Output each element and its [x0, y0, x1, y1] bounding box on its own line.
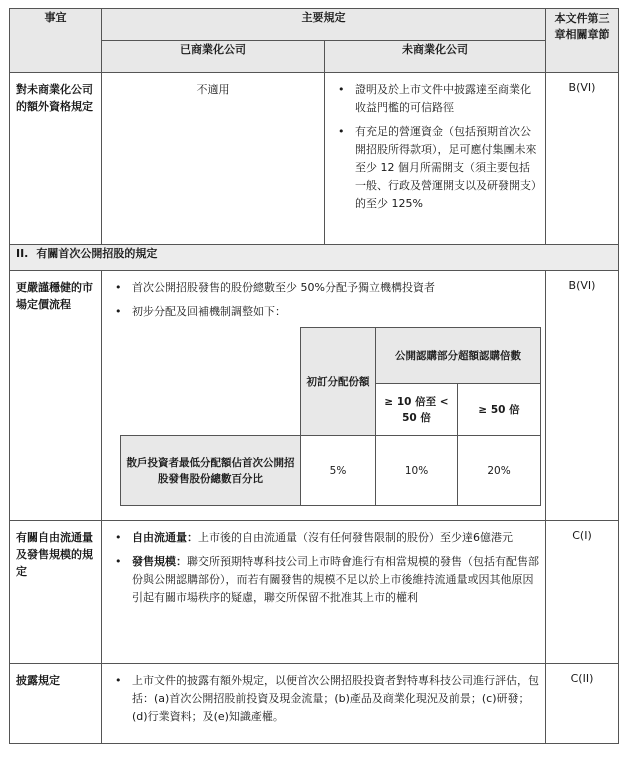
row-pricing — [10, 271, 619, 521]
chapter-ref: B(VI) — [546, 73, 619, 245]
bullet-item — [108, 553, 539, 607]
bullet-item: • 上市文件的披露有額外規定，以便首次公開招股投資者對特專科技公司進行評估，包括：(a)首次公開招股前投資及現金流量；(b)產品及商業化現況及前景；(c)研發；(d)行業資料；及(e)知識產權。 — [108, 672, 539, 726]
bullet-item: • 有充足的營運資金（包括預期首次公開招股所得款項），足可應付集團未來至少 12 個月所需開支（須主要包括一般、行政及營運開支以及研發開支）的至少 125% — [331, 123, 539, 213]
chapter-ref: C(II) — [546, 664, 619, 744]
header-precommercial: 未商業化公司 — [325, 41, 546, 73]
section-number: II. — [16, 247, 29, 260]
subject-disclosure: 披露規定 — [10, 664, 102, 744]
chapter-ref: C(I) — [546, 521, 619, 664]
bullet-item: • 首次公開招股發售的股份總數至少 50%分配予獨立機構投資者 — [108, 279, 539, 297]
subject-eligibility: 對未商業化公司的額外資格規定 — [10, 73, 102, 245]
section-title-text: 有關首次公開招股的規定 — [36, 247, 158, 260]
value-10-to-50: 10% — [376, 436, 458, 506]
disclosure-rules — [102, 664, 546, 744]
subject-freefloat: 有關自由流通量及發售規模的規定 — [10, 521, 102, 664]
bullet-text: 上市後的自由流通量（沒有任何發售限制的股份）至少達6億港元 — [198, 531, 513, 544]
bullet-item: • 初步分配及回補機制調整如下： — [108, 303, 539, 321]
bullet-heading: 發售規模： — [132, 555, 187, 568]
pricing-rules — [102, 271, 546, 521]
col-public-oversubscription: 公開認購部分超額認購倍數 — [376, 328, 541, 384]
bullet-heading: 自由流通量： — [132, 531, 198, 544]
header-chapter: 本文件第三章相關章節 — [546, 9, 619, 73]
col-initial-allocation: 初訂分配份額 — [301, 328, 376, 436]
col-10-to-50: ≥ 10 倍至 < 50 倍 — [376, 384, 458, 436]
commercial-na: 不適用 — [102, 73, 325, 245]
precommercial-rules — [325, 73, 546, 245]
allocation-table — [120, 327, 541, 506]
bullet-item — [108, 529, 539, 547]
subject-pricing: 更嚴謹穩健的市場定價流程 — [10, 271, 102, 521]
header-rules: 主要規定 — [102, 9, 546, 41]
chapter-ref: B(VI) — [546, 271, 619, 521]
header-commercial: 已商業化公司 — [102, 41, 325, 73]
row-eligibility — [10, 73, 619, 245]
value-50-plus: 20% — [458, 436, 541, 506]
value-initial: 5% — [301, 436, 376, 506]
header-subject: 事宜 — [10, 9, 102, 73]
section-header — [10, 245, 619, 271]
freefloat-rules — [102, 521, 546, 664]
section-title — [10, 245, 619, 271]
row-disclosure — [10, 664, 619, 744]
bullet-text: 聯交所預期特專科技公司上市時會進行有相當規模的發售（包括有配售部份與公開認購部份），而若有關發售的規模不足以於上市後維持流通量或因其他原因引起有關市場秩序的疑慮，聯交所保留不批准其上市的權利 — [132, 555, 539, 604]
row-freefloat — [10, 521, 619, 664]
row-retail-minimum: 散戶投資者最低分配額佔首次公開招股發售股份總數百分比 — [121, 436, 301, 506]
bullet-item: • 證明及於上市文件中披露達至商業化收益門檻的可信路徑 — [331, 81, 539, 117]
rules-table — [9, 8, 619, 744]
col-50-plus: ≥ 50 倍 — [458, 384, 541, 436]
